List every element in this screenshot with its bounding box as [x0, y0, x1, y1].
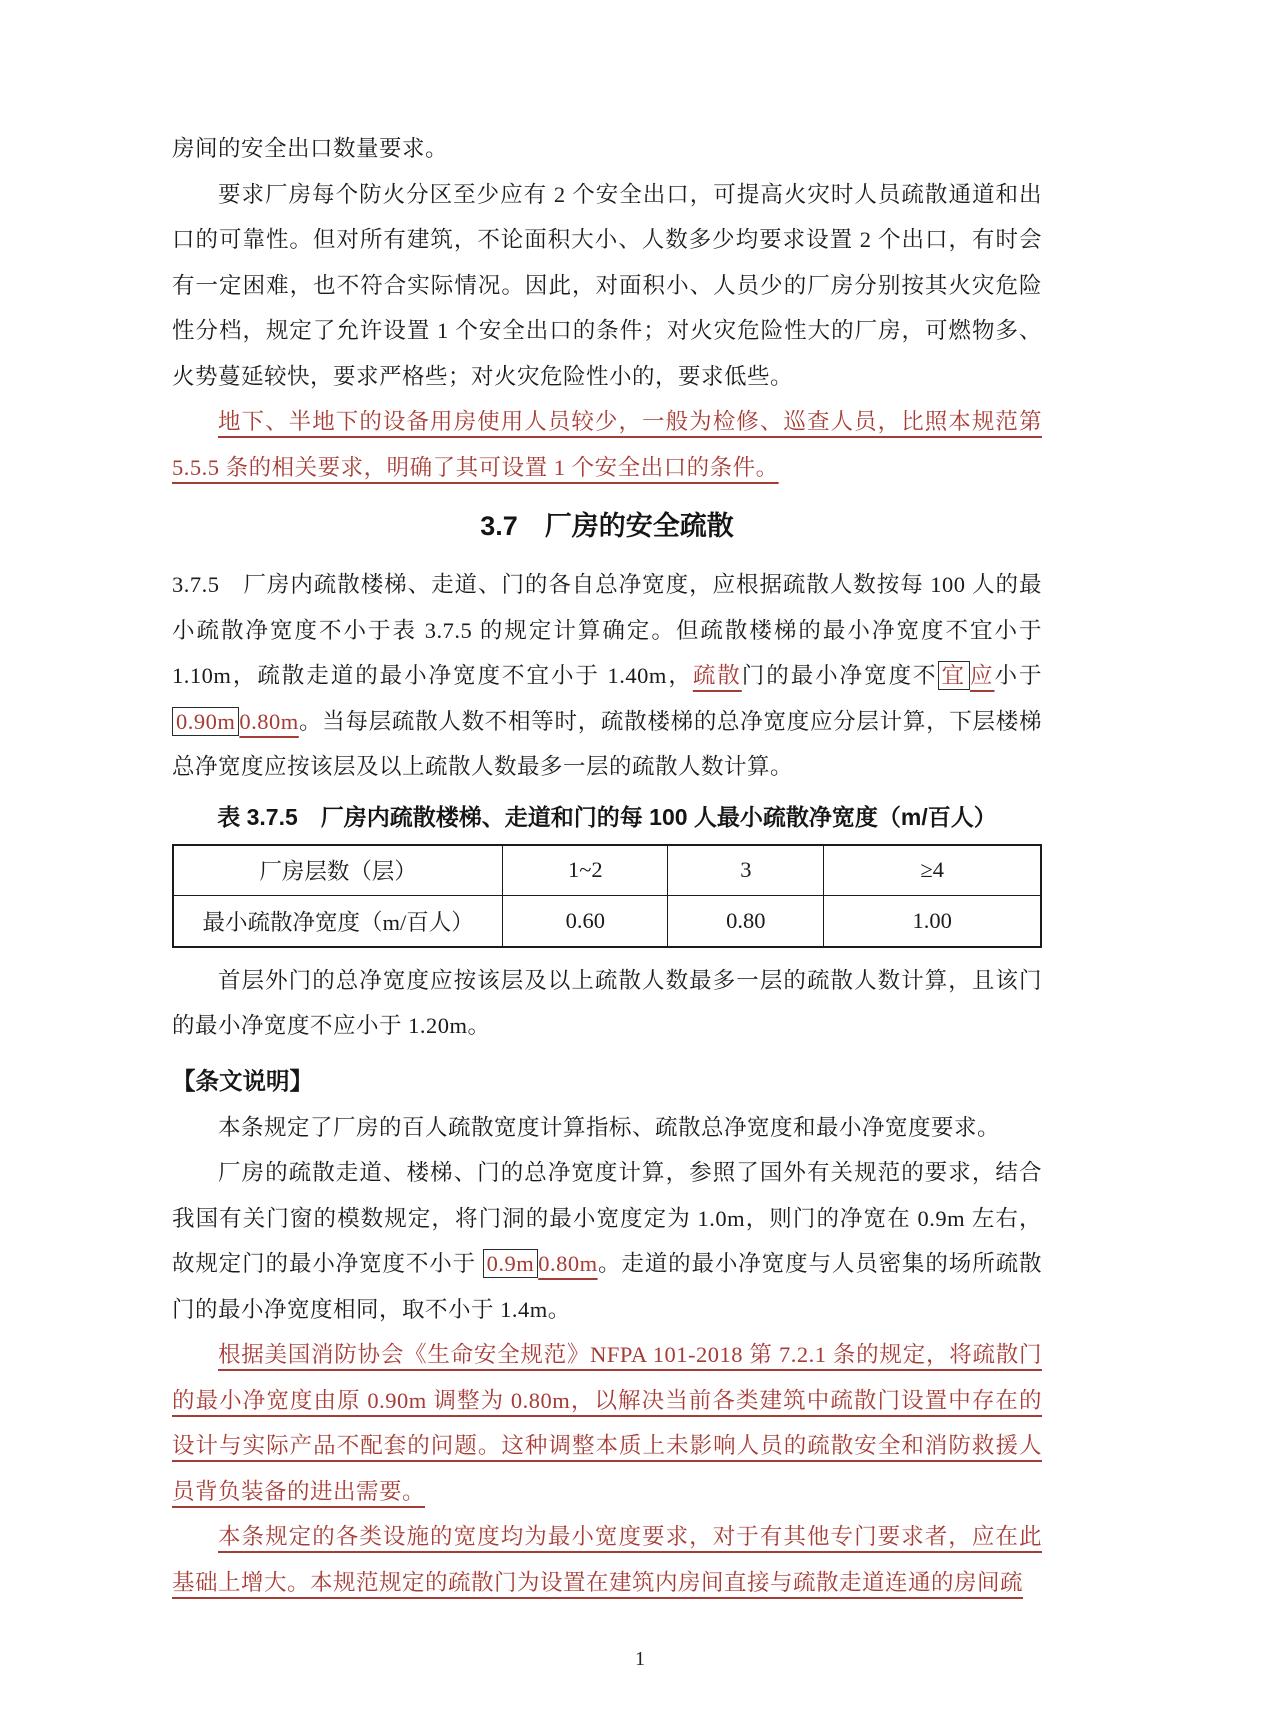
section-heading-3-7: 3.7 厂房的安全疏散 — [480, 511, 734, 541]
clause-text: 。当每层疏散人数不相等时，疏散楼梯的总净宽度应分层计算，下层楼梯总净宽度应按该层及以上疏散人数最多一层的疏散人数计算。 — [172, 708, 1042, 779]
deleted-boxed-text: 0.90m — [172, 707, 239, 736]
deleted-boxed-text: 宜 — [938, 661, 970, 690]
paragraph-width-calculation — [172, 1150, 1042, 1332]
cell-width-ge4: 1.00 — [824, 896, 1041, 947]
paragraph-revision-nfpa: 根据美国消防协会《生命安全规范》NFPA 101-2018 第 7.2.1 条的规定，将疏散门的最小净宽度由原 0.90m 调整为 0.80m，以解决当前各类建筑中疏散门设置中存在的设计与实际产品不配套的问题。这种调整本质上未影响人员的疏散安全和消防救援人员背负装备的进出需要。 — [172, 1342, 1042, 1504]
cell-width-label: 最小疏散净宽度（m/百人） — [173, 896, 503, 947]
paragraph-two-exits-rationale: 要求厂房每个防火分区至少应有 2 个安全出口，可提高火灾时人员疏散通道和出口的可靠性。但对所有建筑，不论面积大小、人数多少均要求设置 2 个出口，有时会有一定困难，也不符合实际情况。因此，对面积小、人员少的厂房分别按其火灾危险性分档，规定了允许设置 1 个安全出口的条件；对火灾危险性大的厂房，可燃物多、火势蔓延较快，要求严格些；对火灾危险性小的，要求低些。 — [172, 181, 1042, 389]
inserted-text: 应 — [970, 663, 995, 688]
cell-width-1-2: 0.60 — [503, 896, 668, 947]
cell-floors-ge4: ≥4 — [824, 845, 1041, 896]
explanation-text: 。走道的最小净宽度与人员密集的场所疏散门的最小净宽度相同，取不小于 1.4m。 — [172, 1251, 1042, 1322]
paragraph-revision-minimum-widths: 本条规定的各类设施的宽度均为最小宽度要求，对于有其他专门要求者，应在此基础上增大。本规范规定的疏散门为设置在建筑内房间直接与疏散走道连通的房间疏 — [172, 1524, 1042, 1595]
inserted-text: 0.80m — [239, 708, 299, 734]
clause-text: 3.7.5 厂房内疏散楼梯、走道、门的各自总净宽度，应根据疏散人数按每 100 人的最小疏散净宽度不小于表 3.7.5 的规定计算确定。但疏散楼梯的最小净宽度不宜小于 1.10m，疏散走道的最小净宽度不宜小于 1.40m， — [172, 572, 1042, 688]
paragraph-exit-count: 房间的安全出口数量要求。 — [172, 136, 449, 161]
deleted-boxed-text: 0.9m — [483, 1249, 539, 1278]
cell-floors-1-2: 1~2 — [503, 845, 668, 896]
clause-text: 门的最小净宽度不 — [741, 663, 938, 688]
inserted-text: 0.80m — [538, 1251, 598, 1276]
paragraph-explanation-summary: 本条规定了厂房的百人疏散宽度计算指标、疏散总净宽度和最小净宽度要求。 — [218, 1114, 1001, 1140]
page-number: 1 — [635, 1648, 645, 1670]
table-row-widths — [173, 896, 1041, 947]
cell-floors-3: 3 — [668, 845, 824, 896]
paragraph-revision-underground-rooms: 地下、半地下的设备用房使用人员较少，一般为检修、巡查人员，比照本规范第 5.5.5 条的相关要求，明确了其可设置 1 个安全出口的条件。 — [172, 409, 1042, 480]
clause-explanation-label: 【条文说明】 — [172, 1067, 313, 1094]
table-3-7-5-title: 表 3.7.5 厂房内疏散楼梯、走道和门的每 100 人最小疏散净宽度（m/百人） — [217, 803, 997, 830]
paragraph-first-floor-doors: 首层外门的总净宽度应按该层及以上疏散人数最多一层的疏散人数计算，且该门的最小净宽度不应小于 1.20m。 — [172, 967, 1042, 1038]
cell-floors-label: 厂房层数（层） — [173, 845, 503, 896]
table-3-7-5 — [172, 844, 1042, 948]
clause-text: 小于 — [994, 663, 1042, 688]
table-row-floors — [173, 845, 1041, 896]
cell-width-3: 0.80 — [668, 896, 824, 947]
inserted-text: 疏散 — [692, 663, 742, 688]
page-body — [172, 126, 1042, 1605]
paragraph-clause-3-7-5 — [172, 562, 1042, 790]
explanation-text: 厂房的疏散走道、楼梯、门的总净宽度计算，参照了国外有关规范的要求，结合我国有关门窗的模数规定，将门洞的最小宽度定为 1.0m，则门的净宽在 0.9m 左右，故规定门的最小净宽度不小于 — [172, 1160, 1042, 1276]
